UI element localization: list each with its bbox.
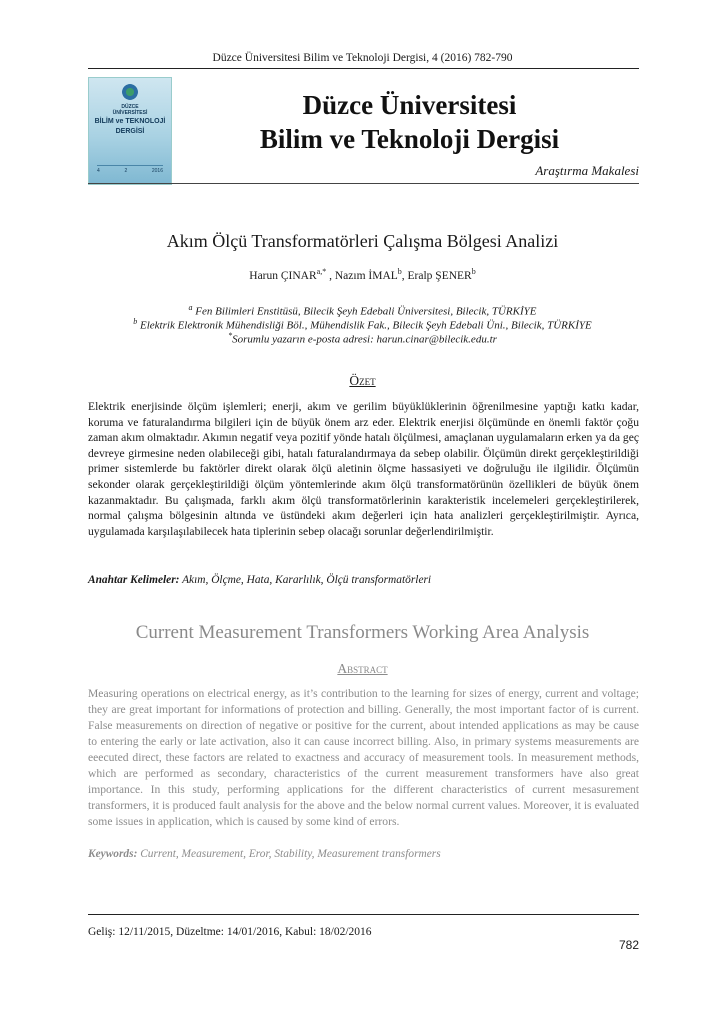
page-number: 782 bbox=[618, 938, 639, 952]
cover-issue: 2 bbox=[124, 168, 128, 174]
affiliation-text: Fen Bilimleri Enstitüsü, Bilecik Şeyh Edebali Üniversitesi, Bilecik, TÜRKİYE bbox=[192, 305, 537, 318]
keywords-label: Keywords: bbox=[88, 848, 138, 860]
corresponding-email: Sorumlu yazarın e-posta adresi: harun.cinar@bilecik.edu.tr bbox=[232, 333, 497, 346]
abstract-body: Measuring operations on electrical energy, as it’s contribution to the learning for sizes of energy, current and voltage; they are great important for informations of protection and billing. Generally, the most important factor of is current. False measurements on direction of negative or positive for the current, about intended applications as may be cause to entering the early or late activation, also it can cause incorrect billing. Also, in primary systems measurements are eeecuted direct, these factors are related to exactness and accuracy of measurement tools. In measurement methods, which are performed as secondary, characteristics of the current measurement transformers have also great importance. In this study, performing applications for the different characteristics of current mesasurement transformers, it is produced fault analysis for the above and the below normal current values. Moreover, it is evaluated some issues in application, which is caused by some kind of errors. bbox=[88, 687, 639, 828]
author-name: Nazım İMAL bbox=[334, 269, 398, 282]
paper-title: Akım Ölçü Transformatörleri Çalışma Bölgesi Analizi bbox=[166, 231, 559, 251]
affiliation-mark: b bbox=[133, 317, 138, 326]
ozet-heading: Özet bbox=[349, 373, 376, 388]
cover-line: DÜZCE bbox=[121, 104, 139, 110]
keywords-en bbox=[88, 848, 639, 860]
affiliation-text: Elektrik Elektronik Mühendisliği Böl., Mühendislik Fak., Bilecik Şeyh Edebali Üni., Bilecik, TÜRKİYE bbox=[137, 319, 592, 332]
abstract-heading: Abstract bbox=[337, 661, 388, 676]
keywords-label: Anahtar Kelimeler: bbox=[88, 574, 180, 586]
cover-year: 2016 bbox=[151, 168, 163, 174]
affiliation-mark: a bbox=[188, 303, 193, 312]
cover-line: BİLİM ve TEKNOLOJİ bbox=[94, 118, 166, 125]
corresponding-mark: * bbox=[228, 331, 233, 340]
affiliation bbox=[0, 303, 725, 318]
keywords-list: Current, Measurement, Eror, Stability, Measurement transformers bbox=[137, 848, 441, 860]
journal-title-line: Bilim ve Teknoloji Dergisi bbox=[259, 124, 560, 154]
keywords-list: Akım, Ölçme, Hata, Kararlılık, Ölçü transformatörleri bbox=[179, 574, 432, 586]
keywords-tr bbox=[88, 574, 639, 586]
author-separator: , bbox=[401, 269, 408, 282]
author-list bbox=[0, 267, 725, 282]
header-rule bbox=[88, 183, 639, 184]
journal-cover-image bbox=[88, 77, 172, 185]
article-type: Araştırma Makalesi bbox=[535, 163, 639, 178]
running-head: Düzce Üniversitesi Bilim ve Teknoloji Dergisi, 4 (2016) 782-790 bbox=[212, 52, 513, 64]
ozet-body: Elektrik enerjisinde ölçüm işlemleri; enerji, akım ve gerilim büyüklüklerinin öğrenilmesine yaptığı katkı kadar, koruma ve faturalandırma bilgileri için de büyük önem arz eder. Elektrik enerjisi ölçümünde en önemli faktör çoğu zaman akım olmaktadır. Akımın negatif veya pozitif yönde hatalı ölçülmesi, amaçlanan uygulamaların erken ya da geç devreye girmesine neden olabileceği gibi, hatalı faturalandırmaya da sebep olabilir. Ölçümün direkt gerçekleştirildiği primer sistemlerde bu faktörler direkt olarak ölçü aletinin ölçme hassasiyeti ve doğruluğu ile ilgilidir. Ölçümün sekonder olarak gerçekleştirildiği ölçüm yöntemlerinde akım ölçü transformatörünün özellikleri de büyük önem kazanmaktadır. Bu çalışmada, farklı akım ölçü transformatörlerinin karakteristik incelemeleri gerçekleştirilerek, normal çalışma bölgesinin altında ve üstündeki akım değerleri için hata analizleri gerçekleştirilmiştir. Ayrıca, uygulamada karşılaşılabilecek hata tiplerinin sebep olacağı sorunlar değerlendirilmiştir. bbox=[88, 400, 639, 538]
cover-volume: 4 bbox=[97, 168, 100, 174]
cover-line: ÜNİVERSİTESİ bbox=[112, 110, 148, 116]
author-separator: , bbox=[326, 269, 335, 282]
author-affil-mark: b bbox=[471, 267, 476, 276]
author-name: Harun ÇINAR bbox=[249, 269, 317, 282]
footer-rule bbox=[88, 914, 639, 915]
corresponding-author bbox=[0, 331, 725, 346]
cover-footer bbox=[97, 165, 163, 178]
university-logo-icon bbox=[122, 84, 138, 100]
author-affil-mark: b bbox=[397, 267, 402, 276]
submission-dates: Geliş: 12/11/2015, Düzeltme: 14/01/2016, Kabul: 18/02/2016 bbox=[88, 926, 372, 938]
affiliation bbox=[0, 317, 725, 332]
journal-title bbox=[180, 88, 639, 156]
author-name: Eralp ŞENER bbox=[407, 269, 472, 282]
top-rule bbox=[88, 68, 639, 69]
english-title: Current Measurement Transformers Working Area Analysis bbox=[135, 622, 590, 643]
author-affil-mark: a,* bbox=[316, 267, 327, 276]
cover-line: DERGİSİ bbox=[115, 128, 145, 135]
journal-title-line: Düzce Üniversitesi bbox=[302, 90, 517, 120]
